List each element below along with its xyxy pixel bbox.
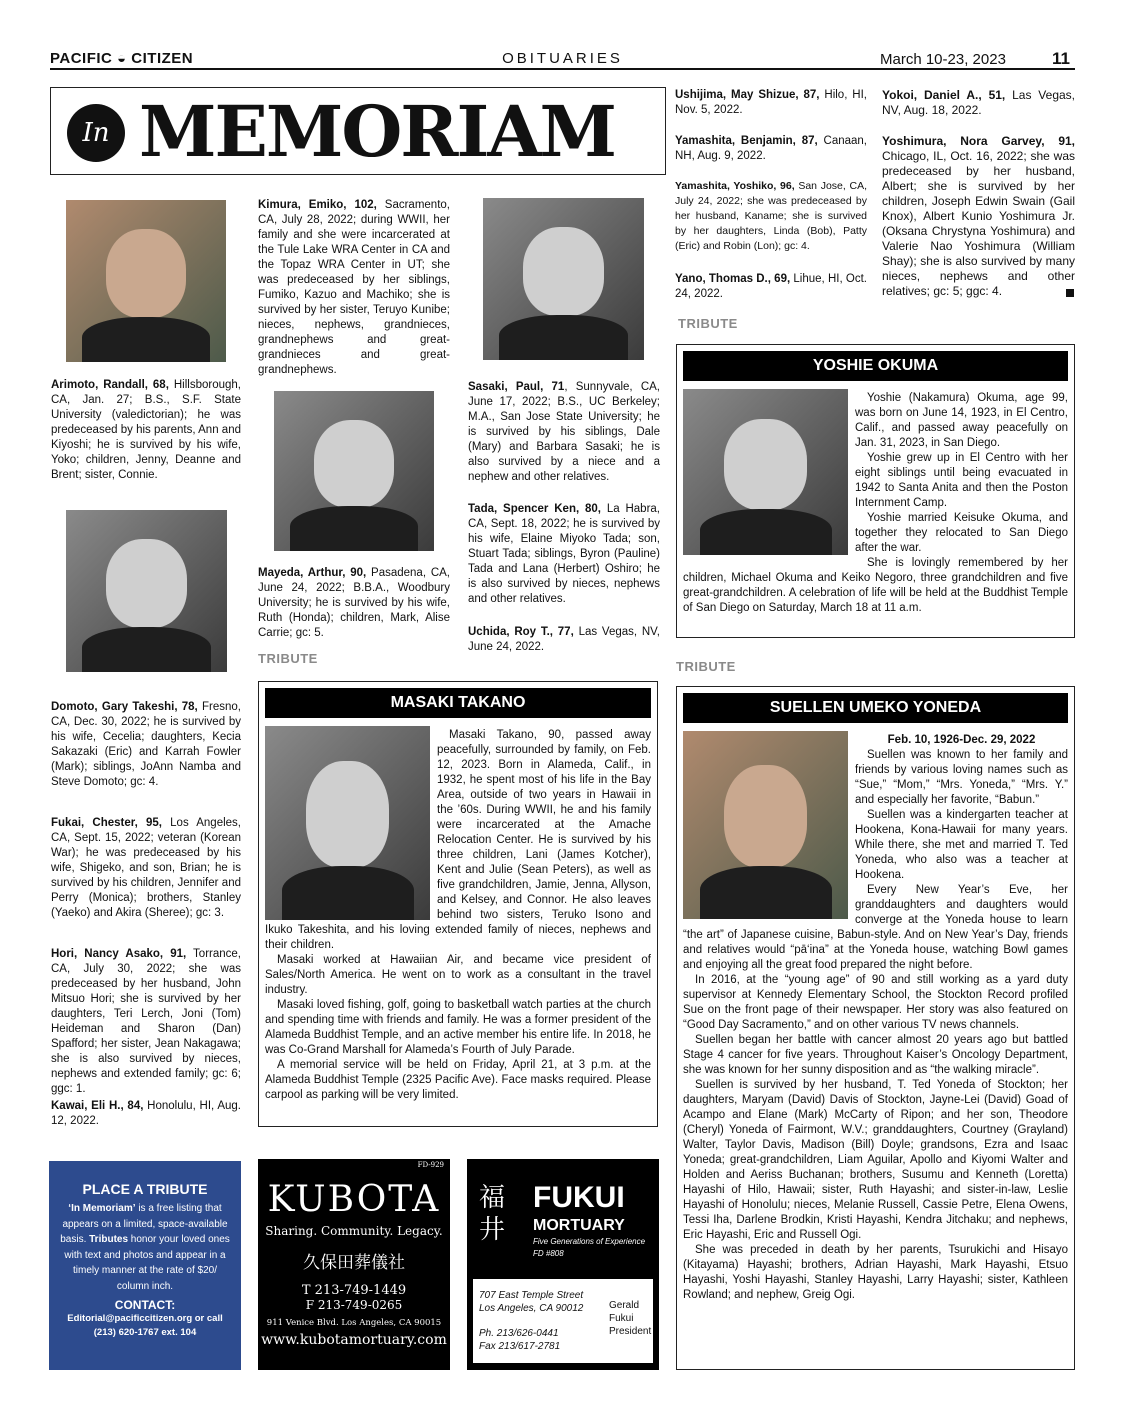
fukui-kanji: 福井 <box>479 1182 506 1244</box>
place-tribute-contact[interactable]: Editorial@pacificcitizen.org or call (213) 620-1767 ext. 104 <box>67 1313 223 1338</box>
tribute-okuma-title: YOSHIE OKUMA <box>683 351 1068 381</box>
kubota-ad: FD-929 KUBOTA Sharing. Community. Legacy. 久保田葬儀社 T 213-749-1449 F 213-749-0265 911 Venice Blvd. Los Angeles, CA 90015 www.kubotamortuary.com <box>258 1159 450 1370</box>
obit-kimura: Kimura, Emiko, 102, Sacramento, CA, July 28, 2022; during WWII, her family and she were incarcerated at the Tule Lake WRA Center in CA and the Topaz WRA Center in UT; she was predeceased by her siblings, Fumiko, Kazuo and Machiko; she is survived by her sister, Teruyo Kunibe; nieces, nephews, grandnieces, grandnephews and great-grandnieces and great-grandnephews. <box>258 199 450 376</box>
photo-sasaki <box>483 198 644 360</box>
tribute-okuma <box>676 344 1075 638</box>
obit-kawai: Kawai, Eli H., 84, Honolulu, HI, Aug. 12, 2022. <box>51 1100 241 1127</box>
tribute-takano-text: Masaki Takano, 90, passed away peacefully, surrounded by family, on Feb. 12, 2023. Born in Alameda, Calif., in 1932, he spent most of his life in the Bay Area, outside of two years in Hawaii in the ’60s. During WWII, he and his family were incarcerated at the Amache Relocation Center. He is survived by his three children, Lani (James Kotcher), Kent and Julie (Sean Peters), as well as five grandchildren, Jamie, Jenna, Allyson, and Kelsey, and Connor. He also leaves behind two sisters, Teruko Isono and Ikuko Takeshita, and his loving extended family of nieces, nephews and their children. Masaki worked at Hawaiian Air, and became vice president of Sales/North America. He went on to work as a consultant in the travel industry. Masaki loved fishing, golf, going to basketball watch parties at the church and spending time with friends and family. He was a former president of the Alameda Buddhist Temple, and an active member his entire life. In 2018, he was Co-Grand Marshall for Alameda’s Fourth of July Parade. A memorial service will be held on Friday, April 21, at 3 p.m. at the Alameda Buddhist Temple (2325 Pacific Ave). Face masks required. Please carpool as parking will be very limited. <box>265 729 651 1101</box>
obit-domoto: Domoto, Gary Takeshi, 78, Fresno, CA, Dec. 30, 2022; he is survived by his wife, Cecelia; daughters, Kecia Sakazaki (Eric) and Karrah Fowler (Mark); siblings, JoAnn Namba and Steve Domoto; gc: 4. <box>51 701 241 788</box>
place-tribute-box: PLACE A TRIBUTE ‘In Memoriam’ is a free listing that appears on a limited, space-available basis. Tributes honor your loved ones with text and photos and appear in a timely manner at the rate of $20/ column inch. CONTACT: Editorial@pacificcitizen.org or call (213) 620-1767 ext. 104 <box>49 1161 241 1370</box>
obit-yoshimura: Yoshimura, Nora Garvey, 91, Chicago, IL, Oct. 16, 2022; she was predeceased by her husband, Albert; she is survived by her children, Joseph Edwin Swain (Gail Knox), Albert Kunio Yoshimura Jr. (Oksana Chrystyna Yoshimura) and Valerie Nao Yoshimura (William Shay); she is also survived by many nieces, nephews and other relatives; gc: 5; ggc: 4. <box>882 134 1075 298</box>
obit-yano: Yano, Thomas D., 69, Lihue, HI, Oct. 24, 2022. <box>675 273 867 300</box>
memoriam-title: MEMORIAM <box>139 90 616 173</box>
obit-mayeda: Mayeda, Arthur, 90, Pasadena, CA, June 24, 2022; B.B.A., Woodbury University; he is survived by his wife, Ruth (Honda); children, Mark, Alise Carrie; gc: 5. <box>258 567 450 639</box>
header-rule <box>50 68 1075 70</box>
tribute-takano <box>258 681 658 1127</box>
obit-tada: Tada, Spencer Ken, 80, La Habra, CA, Sept. 18, 2022; he is survived by his wife, Elaine Miyoko Tada; son, Stuart Tada; siblings, Byron (Pauline) Tada and Lana (Herbert) Oshiro; he is also survived by nieces, nephews and other relatives. <box>468 503 660 605</box>
tribute-label-yoneda: TRIBUTE <box>676 659 736 674</box>
tribute-yoneda-title: SUELLEN UMEKO YONEDA <box>683 693 1068 723</box>
memoriam-banner <box>50 87 666 175</box>
kubota-website[interactable]: www.kubotamortuary.com <box>261 1332 447 1348</box>
obit-yamashita-benjamin: Yamashita, Benjamin, 87, Canaan, NH, Aug. 9, 2022. <box>675 135 867 162</box>
masthead: PACIFIC ◒ CITIZEN <box>50 50 194 67</box>
obit-yokoi: Yokoi, Daniel A., 51, Las Vegas, NV, Aug. 18, 2022. <box>882 88 1075 117</box>
obit-fukai: Fukai, Chester, 95, Los Angeles, CA, Sept. 15, 2022; veteran (Korean War); he was predeceased by his wife, Shigeko, and son, Brian; he is survived by his children, Jennifer and Perry (Monica); brothers, Stanley (Yaeko) and Akira (Sheree); gc: 3. <box>51 817 241 919</box>
page-number: 11 <box>1052 49 1070 68</box>
obit-sasaki: Sasaki, Paul, 71, Sunnyvale, CA, June 17, 2022; B.S., UC Berkeley; M.A., San Jose State University; he is survived by his siblings, Dale (Mary) and Barbara Sasaki; he is also survived by a niece and a nephew and other relatives. <box>468 381 660 483</box>
section-title: OBITUARIES <box>502 50 623 67</box>
tribute-label-okuma: TRIBUTE <box>678 316 738 331</box>
in-badge: In <box>67 104 125 162</box>
tribute-takano-title: MASAKI TAKANO <box>265 688 651 718</box>
obit-ushijima: Ushijima, May Shizue, 87, Hilo, HI, Nov. 5, 2022. <box>675 89 868 116</box>
issue-date: March 10-23, 2023 <box>880 51 1006 68</box>
kubota-logo: KUBOTA <box>267 1179 441 1220</box>
place-tribute-contact-label: CONTACT: <box>114 1298 176 1312</box>
fukui-ad: 福井 FUKUI MORTUARY Five Generations of Experience FD #808 707 East Temple Street Los Angeles, CA 90012 Ph. 213/626-0441 Fax 213/617-2781 Gerald Fukui President <box>467 1159 659 1370</box>
fukui-info-panel: 707 East Temple Street Los Angeles, CA 90012 Ph. 213/626-0441 Fax 213/617-2781 Gerald Fukui President <box>473 1279 653 1363</box>
obit-yamashita-yoshiko: Yamashita, Yoshiko, 96, San Jose, CA, July 24, 2022; she was predeceased by her husband, Kaname; she is survived by her daughters, Linda (Bob), Patty (Eric) and Robin (Lon); gc: 4. <box>675 180 867 252</box>
fukui-logo: FUKUI <box>533 1181 625 1214</box>
obit-uchida: Uchida, Roy T., 77, Las Vegas, NV, June 24, 2022. <box>468 626 660 653</box>
tribute-yoneda-text: Feb. 10, 1926-Dec. 29, 2022 Suellen was known to her family and friends by various loving names such as “Sue,” “Mom,” “Mrs. Yoneda,” “Mrs. Y.” and especially her favorite, “Babun.” Suellen was a kindergarten teacher at Hookena, Kona-Hawaii for many years. While there, she met and married T. Ted Yoneda, who also was a teacher at Hookena. Every New Year’s Eve, her granddaughters and daughters would converge at the Yoneda house to learn “the art” of Japanese cuisine, Babun-style. And on New Year’s Day, friends and relatives would “pā‘ina” at the Yoneda house, watching Bowl games and enjoying all the great food prepared the night before. In 2016, at the “young age” of 90 and still working as a yard duty supervisor at Kennedy Elementary School, the Stockton Record profiled Sue on the front page of their newspaper. Her story was also featured on “Good Day Sacramento,” and on other various TV news channels. Suellen began her battle with cancer almost 20 years ago but battled Stage 4 cancer for five years. Throughout Kaiser’s Oncology Department, she was known for her sunny disposition and as “the walking miracle”. Suellen is survived by her husband, T. Ted Yoneda of Stockton; her daughters, Maryam (David) Davis of Stockton, Jayne-Lei (David) Goad of Acampo and Elane (Mark) McCarty of Ripon; and her son, Theodore (Cheryl) Yoneda of Fairmont, W.V.; granddaughters, Courtney (Grayland) Walter, Taylor Davis, Madison (Bill) Doyle; grandsons, Ezra and Isaac Yoneda; great-grandchildren, Liam Aguilar, Apollo and Kiyomi Walter and Holden and Aeriss Buchanan; brothers, Susumu and Kenneth (Loretta) Hayashi of Hilo, Hawaii; sister, Ruth Hayashi; and sister-in-law, Leslie Hayashi of Honolulu; nieces, Melanie Russell, Cassie Petre, Elena Owens, Tessi Iha, Darlene Brodkin, Kristi Hayashi, Kendra Jitchaku; and nephews, Eric Hayashi, Eric and Russell Ogi. She was preceded in death by her parents, Tsurukichi and Hisayo (Kitayama) Hayashi; brothers, Adrian Hayashi, Mark Hayashi, Etsuo Hayashi, Yoshi Hayashi, Stanley Hayashi, Larry Hayashi; sister, Kathleen Rowland; and nephew, Greig Ogi. <box>683 734 1068 1301</box>
obit-arimoto: Arimoto, Randall, 68, Hillsborough, CA, Jan. 27; B.S., S.F. State University (valedictorian); he was predeceased by his parents, Ann and Kiyoshi; he is survived by his wife, Yoko; children, Jenny, Deanne and Brent; sister, Connie. <box>51 379 241 481</box>
tribute-label-takano: TRIBUTE <box>258 651 318 666</box>
tribute-yoneda <box>676 686 1075 1370</box>
photo-mayeda <box>274 391 434 551</box>
tribute-yoneda-dates: Feb. 10, 1926-Dec. 29, 2022 <box>887 734 1036 746</box>
place-tribute-title: PLACE A TRIBUTE <box>82 1181 208 1197</box>
photo-domoto <box>66 510 227 672</box>
photo-arimoto <box>66 200 226 362</box>
tribute-okuma-text: Yoshie (Nakamura) Okuma, age 99, was born on June 14, 1923, in El Centro, Calif., and passed away peacefully on Jan. 31, 2023, in San Diego. Yoshie grew up in El Centro with her eight siblings until being evacuated in 1942 to Santa Anita and then the Poston Internment Camp. Yoshie married Keisuke Okuma, and together they relocated to San Diego after the war. She is lovingly remembered by her children, Michael Okuma and Keiko Negoro, three grandchildren and five great-grandchildren. A celebration of life will be held at the Buddhist Temple of San Diego on Saturday, March 18 at 11 a.m. <box>683 392 1068 614</box>
end-mark <box>1066 289 1074 297</box>
obit-hori: Hori, Nancy Asako, 91, Torrance, CA, July 30, 2022; she was predeceased by her husband, John Mitsuo Hori; she is survived by her daughters, Teri Lerch, Joni (Tom) Heideman and Sharon (Dan) Spafford; her sister, Jean Nakagawa; she is also survived by nieces, nephews and extended family; gc: 6; ggc: 1. <box>51 948 241 1095</box>
